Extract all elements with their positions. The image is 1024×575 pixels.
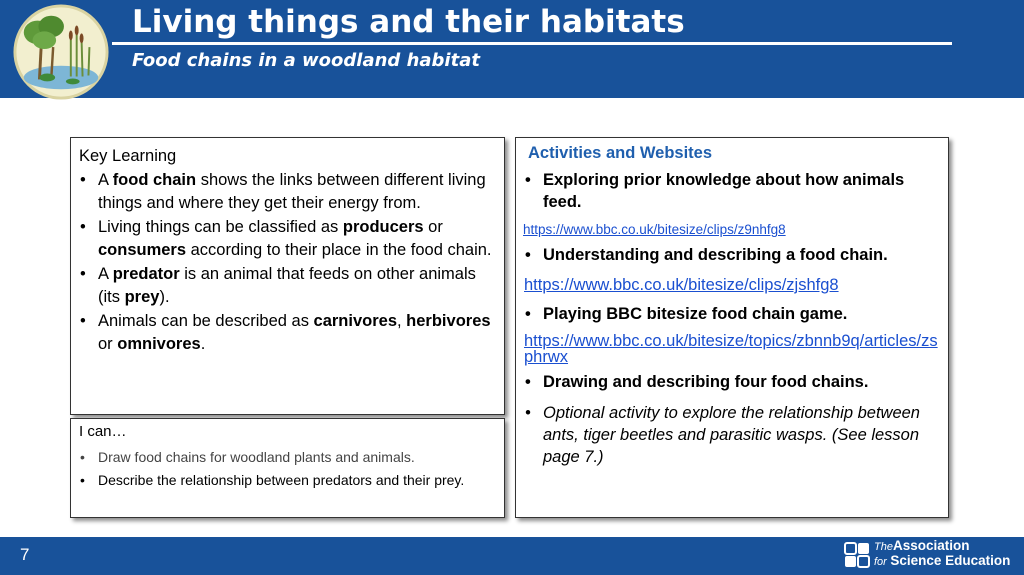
org-for: for — [874, 556, 887, 568]
key-term: predator — [112, 264, 180, 283]
ase-logo-icon — [844, 541, 870, 569]
key-term: consumers — [98, 241, 187, 259]
activities-heading: Activities and Websites — [528, 144, 713, 162]
habitat-logo-icon — [12, 3, 110, 101]
key-term: producers — [342, 217, 424, 236]
key-learning-text: A — [98, 264, 113, 283]
org-the: The — [874, 541, 893, 553]
activity-item: • Exploring prior knowledge about how animals feed. — [524, 169, 940, 213]
key-learning-heading: Key Learning — [79, 147, 177, 165]
page-subtitle: Food chains in a woodland habitat — [132, 50, 480, 71]
i-can-list — [79, 450, 496, 488]
key-term: herbivores — [406, 311, 491, 330]
activity-link[interactable]: https://www.bbc.co.uk/bitesize/clips/z9nhfg8 — [523, 222, 786, 237]
i-can-item: • Describe the relationship between predators and their prey. — [79, 473, 496, 488]
key-learning-item — [79, 263, 496, 310]
key-learning-item — [79, 169, 496, 216]
activity-link[interactable]: https://www.bbc.co.uk/bitesize/clips/zjshfg8 — [524, 276, 839, 294]
key-learning-box — [70, 137, 505, 415]
i-can-item: • Draw food chains for woodland plants and animals. — [79, 450, 496, 465]
key-learning-text: Living things can be classified as — [98, 217, 343, 236]
i-can-heading: I can… — [79, 423, 127, 440]
header-bar — [0, 0, 1024, 98]
key-learning-text: is an animal that feeds on other animals (its — [98, 264, 476, 306]
page-number: 7 — [20, 545, 30, 564]
key-learning-text: or — [98, 335, 118, 353]
activity-item: • Understanding and describing a food chain. — [524, 244, 940, 266]
activity-link[interactable]: https://www.bbc.co.uk/bitesize/topics/zbnnb9q/articles/zsphrwx — [524, 332, 938, 366]
key-learning-text: . — [200, 335, 206, 353]
key-learning-list — [79, 169, 496, 357]
key-learning-text: according to their place in the food chain. — [186, 241, 492, 259]
activity-item: • Playing BBC bitesize food chain game. — [524, 303, 940, 325]
page-title: Living things and their habitats — [132, 4, 685, 40]
key-term: food chain — [112, 170, 197, 189]
activities-box — [515, 137, 949, 518]
key-term: omnivores — [117, 335, 201, 353]
activities-list — [524, 244, 940, 266]
key-learning-item — [79, 216, 496, 263]
org-science-education: Science Education — [890, 553, 1011, 568]
key-learning-item — [79, 310, 496, 357]
key-learning-text: or — [423, 217, 443, 236]
key-learning-text: ). — [159, 288, 170, 306]
key-learning-text: shows the links between different living things and where they get their energy from. — [98, 170, 486, 212]
key-term: prey — [124, 288, 160, 306]
activities-list — [524, 371, 940, 468]
activities-list — [524, 169, 940, 213]
header-rule — [112, 42, 952, 45]
activity-item: • Optional activity to explore the relationship between ants, tiger beetles and parasitic wasps. (See lesson page 7.) — [524, 402, 940, 468]
activity-item: • Drawing and describing four food chains. — [524, 371, 940, 393]
org-association: Association — [892, 538, 970, 553]
key-term: carnivores — [313, 311, 397, 330]
key-learning-text: , — [397, 311, 407, 330]
footer-bar — [0, 537, 1024, 575]
i-can-box — [70, 418, 505, 518]
ase-logo-text — [874, 539, 1010, 569]
activities-list — [524, 303, 940, 325]
key-learning-text: Animals can be described as — [98, 311, 314, 330]
key-learning-text: A — [98, 170, 113, 189]
